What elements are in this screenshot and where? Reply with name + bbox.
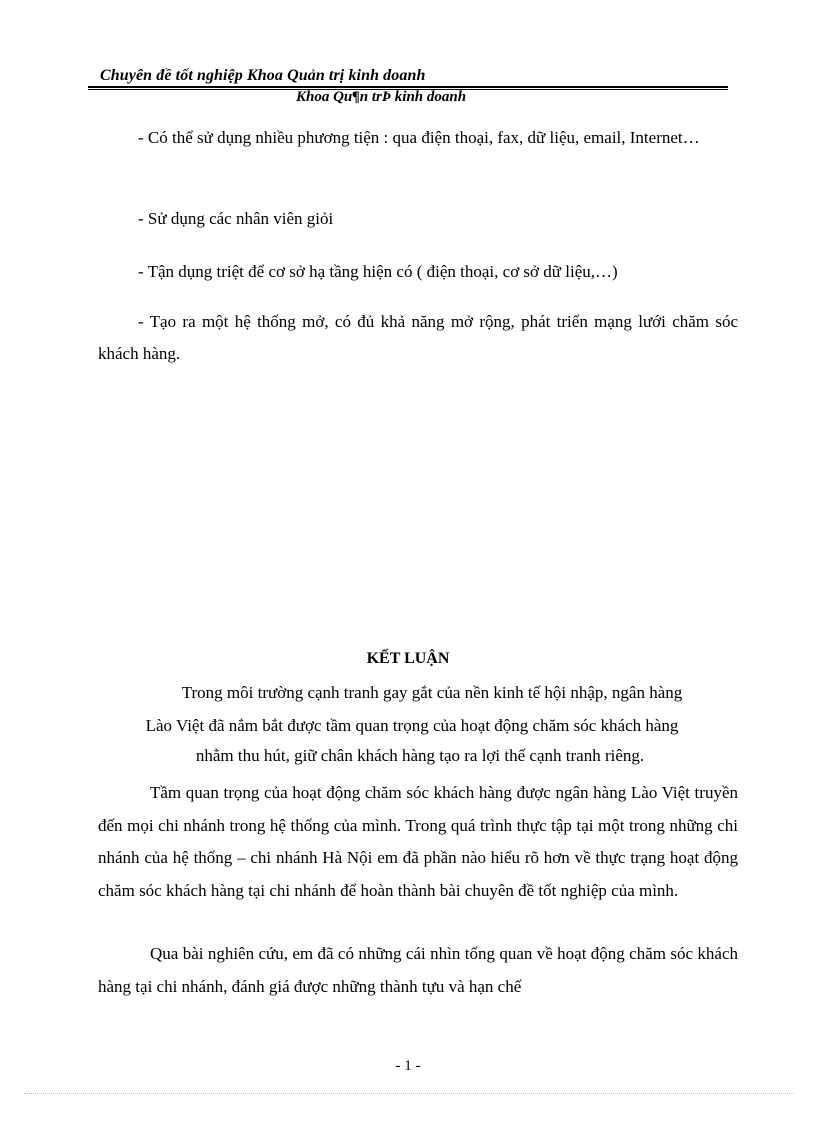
conclusion-paragraph: Qua bài nghiên cứu, em đã có những cái nhìn tổng quan về hoạt động chăm sóc khách hàng tại chi nhánh, đánh giá được những thành tựu và hạn chế — [98, 944, 738, 996]
header-title: Chuyên đề tốt nghiệp Khoa Quản trị kinh doanh — [100, 67, 426, 84]
conclusion-intro-line: nhằm thu hút, giữ chân khách hàng tạo ra lợi thế cạnh tranh riêng. — [195, 746, 645, 765]
header-rule-thick — [88, 86, 728, 88]
page-number: - 1 - — [395, 1058, 421, 1074]
header-subtitle: Khoa Qu¶n trÞ kinh doanh — [296, 89, 467, 105]
list-item: - Có thể sử dụng nhiều phương tiện : qua điện thoại, fax, dữ liệu, email, Internet… — [138, 128, 700, 147]
list-item: - Tận dụng triệt để cơ sở hạ tầng hiện có ( điện thoại, cơ sở dữ liệu,…) — [138, 262, 618, 281]
conclusion-intro-line: Trong môi trường cạnh tranh gay gắt của nền kinh tế hội nhập, ngân hàng — [181, 683, 683, 702]
conclusion-paragraph: Tầm quan trọng của hoạt động chăm sóc khách hàng được ngân hàng Lào Việt truyền đến mọi chi nhánh trong hệ thống của mình. Trong quá trình thực tập tại một trong những chi nhánh của hệ thống – chi nhánh Hà Nội em đã phần nào hiểu rõ hơn về thực trạng hoạt động chăm sóc khách hàng tại chi nhánh để hoàn thành bài chuyên đề tốt nghiệp của mình. — [98, 783, 738, 900]
list-item: - Sử dụng các nhân viên giỏi — [138, 209, 334, 228]
conclusion-intro-line: Lào Việt đã nắm bắt được tầm quan trọng của hoạt động chăm sóc khách hàng — [145, 716, 679, 735]
page-bottom-divider — [24, 1093, 794, 1094]
list-item: - Tạo ra một hệ thống mở, có đủ khả năng mở rộng, phát triển mạng lưới chăm sóc khách hàng. — [98, 312, 738, 363]
conclusion-heading: KẾT LUẬN — [366, 650, 450, 667]
